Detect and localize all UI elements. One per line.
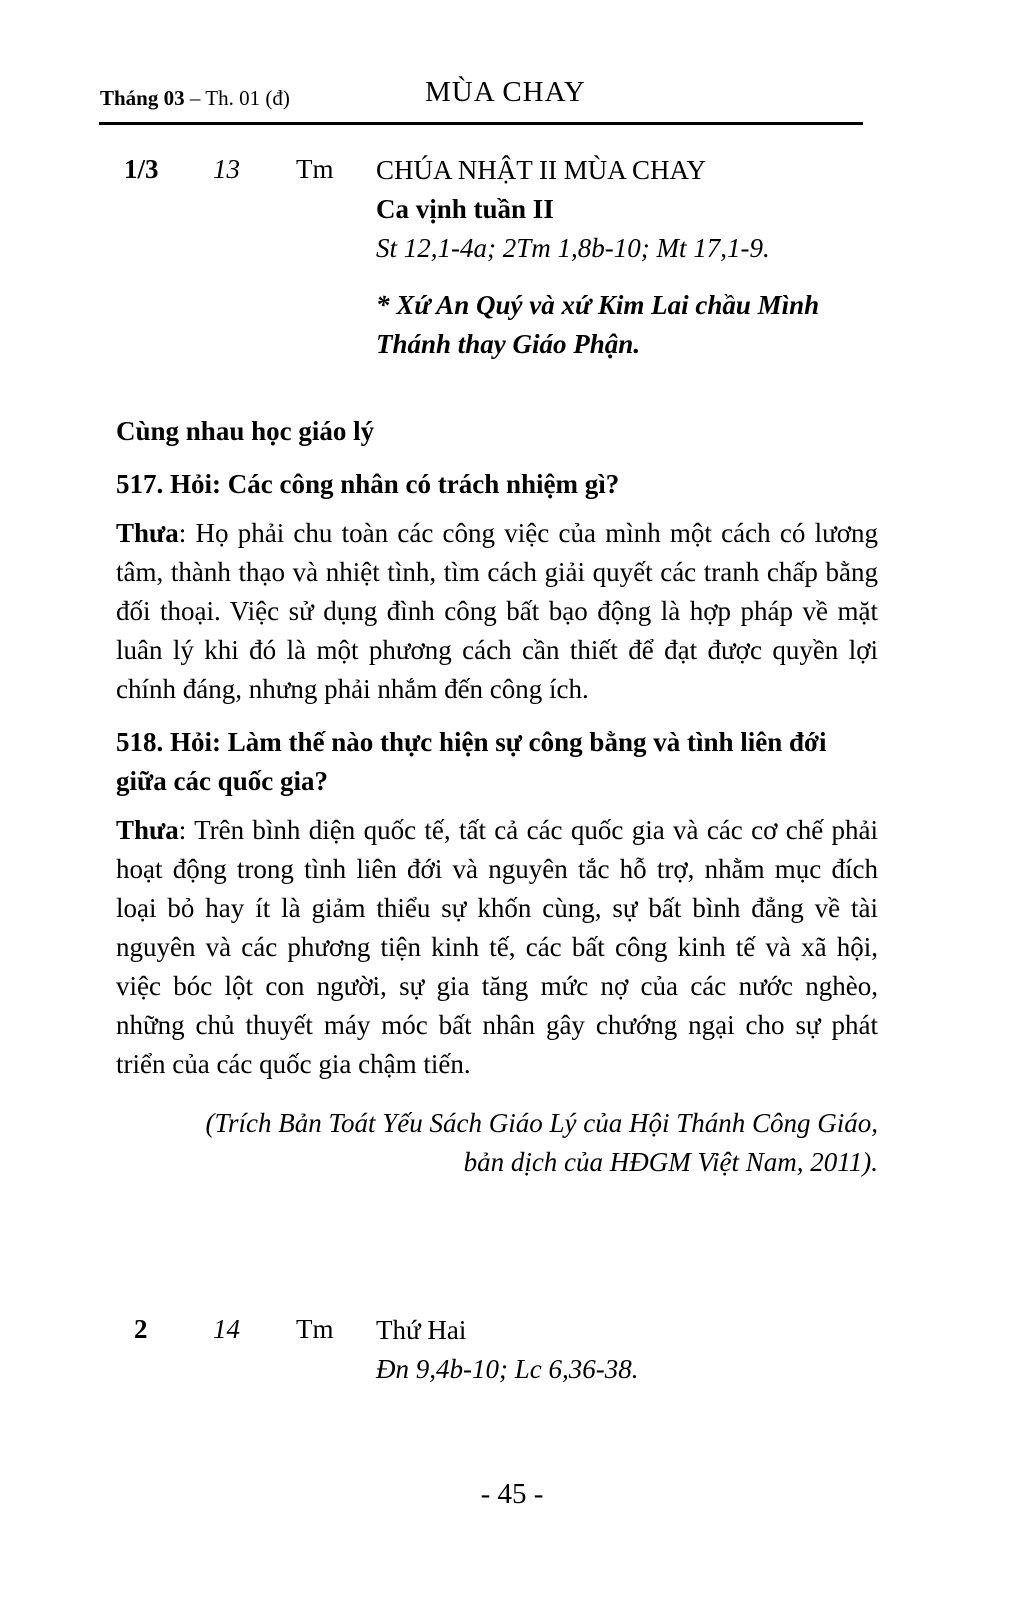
header-week: – Th. 01 (đ) bbox=[189, 86, 290, 110]
catechism-heading: Cùng nhau học giáo lý bbox=[116, 416, 375, 446]
source-line-1: (Trích Bản Toát Yếu Sách Giáo Lý của Hội Thánh Công Giáo, bbox=[205, 1108, 878, 1138]
entry-body bbox=[376, 151, 886, 364]
entry-day: 2 bbox=[134, 1314, 148, 1344]
catechism-question: 518. Hỏi: Làm thế nào thực hiện sự công bằng và tình liên đới giữa các quốc gia? bbox=[116, 727, 827, 796]
answer-label: Thưa bbox=[116, 815, 179, 845]
source-line-2: bản dịch của HĐGM Việt Nam, 2011). bbox=[463, 1147, 878, 1177]
entry-day: 1/3 bbox=[124, 154, 159, 184]
entry-vestment-color: Tm bbox=[296, 1314, 334, 1344]
running-header bbox=[100, 76, 862, 116]
catechism-source bbox=[116, 1104, 878, 1182]
entry-lunar-day: 13 bbox=[213, 154, 240, 184]
header-date-label bbox=[100, 86, 290, 111]
catechism-question: 517. Hỏi: Các công nhân có trách nhiệm gì? bbox=[116, 469, 620, 499]
entry-psalter: Ca vịnh tuần II bbox=[376, 194, 554, 224]
entry-vestment-color: Tm bbox=[296, 154, 334, 184]
entry-lunar-day: 14 bbox=[213, 1314, 240, 1344]
entry-feast: CHÚA NHẬT II MÙA CHAY bbox=[376, 155, 707, 185]
catechism-section bbox=[116, 412, 878, 1182]
entry-readings: St 12,1-4a; 2Tm 1,8b-10; Mt 17,1-9. bbox=[376, 233, 770, 263]
answer-label: Thưa bbox=[116, 518, 179, 548]
entry-note: * Xứ An Quý và xứ Kim Lai chầu Mình Thánh thay Giáo Phận. bbox=[376, 290, 820, 359]
header-month: Tháng 03 bbox=[100, 86, 185, 110]
answer-text: : Trên bình diện quốc tế, tất cả các quốc gia và các cơ chế phải hoạt động trong tình liên đới và nguyên tắc hỗ trợ, nhằm mục đích loại bỏ hay ít là giảm thiểu sự khốn cùng, sự bất bình đẳng về tài nguyên và các phương tiện kinh tế, các bất công kinh tế và xã hội, việc bóc lột con người, sự gia tăng mức nợ của các nước nghèo, những chủ thuyết máy móc bất nhân gây chướng ngại cho sự phát triển của các quốc gia chậm tiến. bbox=[116, 815, 878, 1079]
page-number: - 45 - bbox=[480, 1478, 544, 1510]
entry-feast: Thứ Hai bbox=[376, 1315, 467, 1345]
entry-readings: Đn 9,4b-10; Lc 6,36-38. bbox=[376, 1354, 639, 1384]
answer-text: : Họ phải chu toàn các công việc của mình một cách có lương tâm, thành thạo và nhiệt tình, tìm cách giải quyết các tranh chấp bằng đối thoại. Việc sử dụng đình công bất bạo động là hợp pháp về mặt luân lý khi đó là một phương cách cần thiết để đạt được quyền lợi chính đáng, nhưng phải nhắm đến công ích. bbox=[116, 518, 878, 704]
header-rule bbox=[99, 122, 863, 125]
entry-body bbox=[376, 1311, 886, 1389]
header-season-title: MÙA CHAY bbox=[425, 76, 586, 108]
catechism-answer bbox=[116, 811, 878, 1084]
catechism-answer bbox=[116, 514, 878, 709]
